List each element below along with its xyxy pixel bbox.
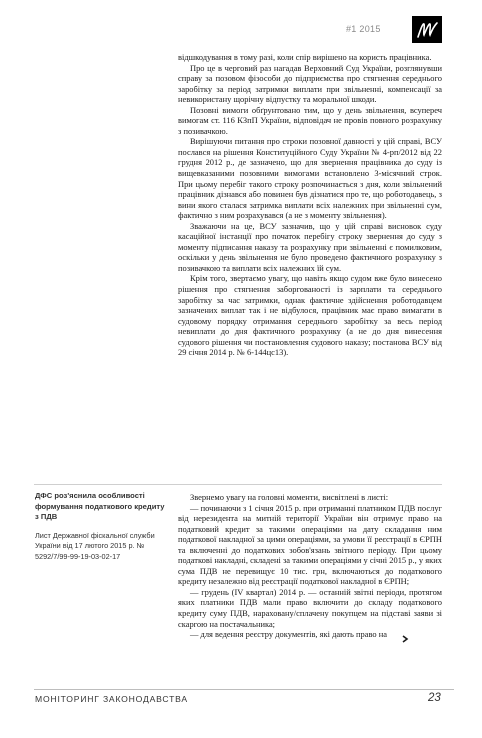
sidebar-note — [35, 491, 167, 563]
section-divider — [34, 484, 442, 485]
section2-last-line — [178, 629, 442, 640]
issue-number: #1 2015 — [346, 24, 381, 34]
article-body — [178, 52, 442, 358]
body-paragraph: Крім того, звертаємо увагу, що навіть якщо судом вже було винесено рішення про стягнення заборгованості із зарплати та середнього заробітку за час затримки, однак фактичне здійснення роботодавцем зазначених виплат так і не відбулося, працівник має право вимагати в судовому порядку отримання середнього заробітку за весь період невиплати до дня фактичного розрахунку (а не до дня винесення судового рішення чи постановлення судового наказу; постанова ВСУ від 29 січня 2014 р. № 6-144цс13). — [178, 273, 442, 358]
body-paragraph: Зважаючи на це, ВСУ зазначив, що у цій справі висновок суду касаційної інстанції про початок перебігу строку звернення до суду з моменту підписання наказу та розрахунку при звільненні є помилковим, оскільки у день звільнення не було проведено фактичного розрахунку з позивачкою та виплати всіх належних їй сум. — [178, 220, 442, 273]
body-paragraph: Позовні вимоги обґрунтовано тим, що у день звільнення, всупереч вимогам ст. 116 КЗпП України, відповідач не провів повного розрахунку з позивачкою. — [178, 104, 442, 136]
section2-paragraph: — починаючи з 1 січня 2015 р. при отриманні платником ПДВ послуг від нерезидента на митній території України він отримує право на податковий кредит за такими операціями на дату складання ним податкової накладної за цими операціями, за умови її реєстрації в ЄРПН та включенні до податкових зобов'язань звітного періоду. При цьому податкові накладні, складені за такими операціями у січні 2015 р., у яких сума ПДВ не перевищує 10 тис. грн, включаються до податкового кредиту незалежно від реєстрації податкової накладної в ЄРПН; — [178, 502, 442, 587]
publication-logo — [412, 16, 442, 43]
sidebar-title: ДФС роз'яснила особливості формування податкового кредиту з ПДВ — [35, 491, 165, 522]
section2-paragraph: — для ведення реєстру документів, які дають право на — [190, 629, 387, 640]
body-paragraph: відшкодування в тому разі, коли спір вирішено на користь працівника. — [178, 52, 432, 62]
section2-paragraph: — грудень (IV квартал) 2014 р. — останній звітні періоди, протягом яких платники ПДВ мали право включити до складу податкового кредиту суму ПДВ, нараховану/сплачену покупцем на підставі заяви зі скаргою на постачальника; — [178, 586, 442, 629]
body-paragraph: Про це в черговий раз нагадав Верховний Суд України, розглянувши справу за позовом фізособи до підприємства про стягнення середнього заробітку за період затримки виплати при звільненні, компенсації за невикористану щорічну відпустку та моральної шкоди. — [178, 62, 442, 105]
article-section-2 — [178, 492, 442, 640]
body-paragraph: Вирішуючи питання про строки позовної давності у цій справі, ВСУ послався на рішення Конституційного Суду України № 4-рп/2012 від 22 грудня 2012 р., де зазначено, що для звернення працівника до суду із вищевказаними позовними вимогами встановлено 3-місячний строк. При цьому перебіг такого строку розпочинається з дня, коли звільнений працівник дізнався або повинен був дізнатися про те, що роботодавець, з вини якого сталася затримка виплати всіх належних при звільненні сум, фактично з ним розрахувався (а не з моменту звільнення). — [178, 136, 442, 221]
footer-section-name: МОНІТОРИНГ ЗАКОНОДАВСТВА — [35, 694, 188, 704]
footer-divider — [34, 689, 454, 690]
sidebar-source: Лист Державної фіскальної служби України від 17 лютого 2015 р. № 5292/7/99-99-19-03-02-17 — [35, 530, 155, 561]
section2-paragraph: Звернемо увагу на головні моменти, висвітлені в листі: — [190, 492, 389, 502]
page-number: 23 — [428, 692, 441, 704]
